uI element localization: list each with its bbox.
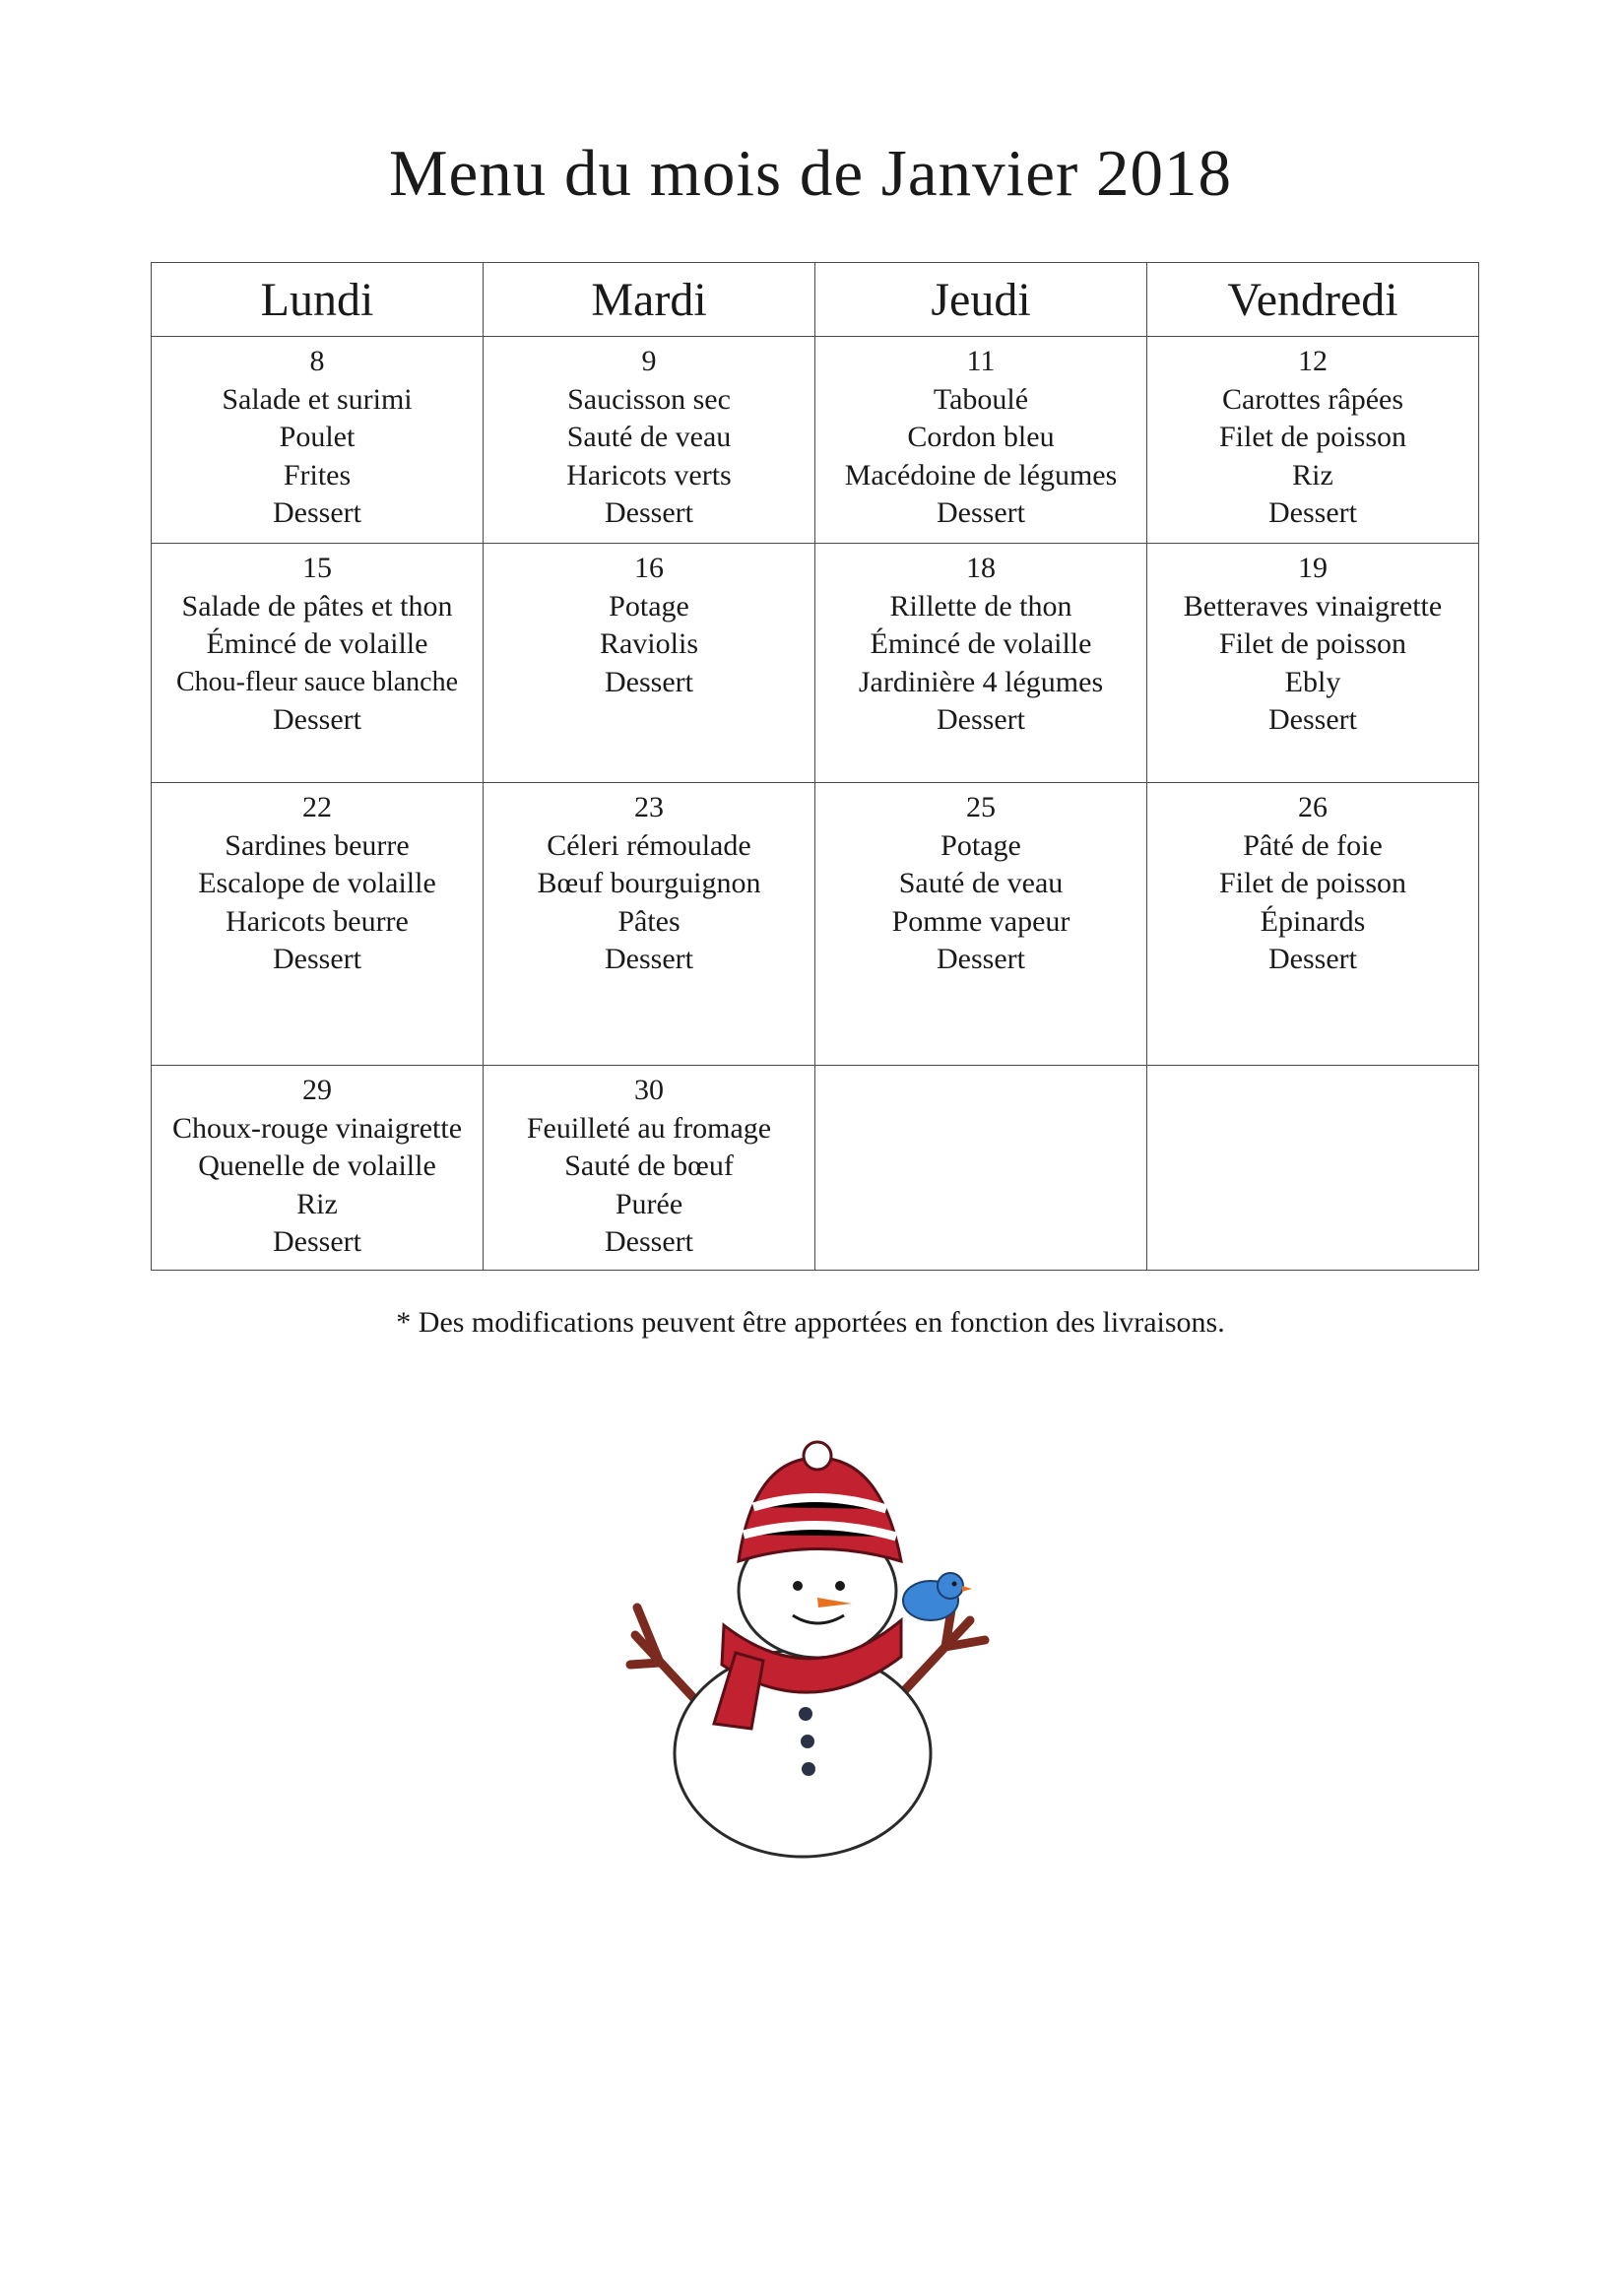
menu-item: Riz [296, 1187, 338, 1220]
menu-item: Haricots beurre [226, 904, 409, 938]
menu-item: Dessert [273, 1225, 361, 1258]
menu-item: Sauté de veau [566, 421, 732, 453]
menu-item: Céleri rémoulade [547, 828, 751, 862]
page-title: Menu du mois de Janvier 2018 [388, 137, 1233, 210]
menu-item: Sauté de veau [898, 867, 1064, 899]
menu-item: Pâté de foie [1243, 828, 1383, 862]
date-number: 18 [966, 552, 996, 584]
date-number: 11 [966, 345, 996, 377]
menu-item: Betteraves vinaigrette [1183, 589, 1443, 623]
header-row [152, 263, 1479, 337]
menu-item: Raviolis [599, 627, 698, 660]
menu-item: Dessert [605, 1225, 693, 1258]
day-header: Mardi [484, 263, 815, 337]
menu-item: Dessert [1268, 703, 1357, 736]
menu-item: Carottes râpées [1221, 382, 1404, 416]
menu-item: Potage [609, 589, 689, 623]
day-cell [484, 1066, 815, 1271]
menu-item: Potage [940, 828, 1021, 862]
menu-item: Haricots verts [566, 458, 732, 492]
menu-item: Quenelle de volaille [198, 1149, 436, 1182]
date-number: 8 [309, 345, 325, 377]
menu-item: Pomme vapeur [891, 904, 1070, 938]
day-cell [152, 544, 484, 783]
menu-item: Chou-fleur sauce blanche [175, 666, 459, 697]
date-number: 30 [634, 1074, 664, 1106]
menu-item: Cordon bleu [907, 421, 1055, 453]
day-header: Jeudi [815, 263, 1147, 337]
menu-item: Rillette de thon [889, 589, 1072, 623]
menu-item: Poulet [279, 421, 356, 453]
menu-item: Macédoine de légumes [844, 458, 1118, 492]
menu-item: Taboulé [933, 382, 1029, 416]
week-row [152, 1066, 1479, 1271]
date-number: 29 [302, 1074, 332, 1106]
week-row [152, 337, 1479, 544]
date-number: 19 [1298, 552, 1328, 584]
menu-item: Émincé de volaille [870, 627, 1092, 660]
date-number: 15 [302, 552, 332, 584]
day-cell [152, 337, 484, 544]
date-number: 26 [1298, 791, 1328, 823]
day-cell [484, 783, 815, 1066]
menu-item: Feuilleté au fromage [526, 1111, 772, 1145]
menu-item: Dessert [937, 496, 1025, 529]
empty-cell [1147, 1066, 1479, 1271]
menu-item: Dessert [273, 703, 361, 736]
day-cell [152, 1066, 484, 1271]
menu-item: Salade de pâtes et thon [181, 589, 453, 623]
day-header: Vendredi [1147, 263, 1479, 337]
day-cell [1147, 544, 1479, 783]
empty-cell [815, 1066, 1147, 1271]
menu-item: Frites [283, 458, 352, 492]
menu-item: Escalope de volaille [198, 867, 436, 899]
menu-item: Dessert [1268, 496, 1357, 529]
day-cell [815, 544, 1147, 783]
menu-item: Jardinière 4 légumes [858, 665, 1104, 698]
date-number: 25 [966, 791, 996, 823]
day-cell [1147, 337, 1479, 544]
day-header: Lundi [152, 263, 484, 337]
menu-item: Dessert [605, 665, 693, 698]
menu-item: Bœuf bourguignon [537, 867, 761, 899]
day-cell [815, 783, 1147, 1066]
menu-item: Ebly [1284, 665, 1341, 698]
date-number: 22 [302, 791, 332, 823]
menu-item: Filet de poisson [1218, 867, 1406, 899]
menu-item: Pâtes [617, 904, 681, 938]
date-number: 23 [634, 791, 664, 823]
menu-item: Sardines beurre [225, 828, 410, 862]
week-row [152, 783, 1479, 1066]
week-row [152, 544, 1479, 783]
menu-table [151, 262, 1479, 1271]
menu-item: Salade et surimi [222, 382, 413, 416]
menu-item: Filet de poisson [1218, 627, 1406, 660]
day-cell [1147, 783, 1479, 1066]
menu-item: Dessert [937, 703, 1025, 736]
menu-item: Dessert [273, 496, 361, 529]
menu-item: Saucisson sec [567, 382, 731, 416]
snowman-illustration [606, 1428, 1019, 1862]
menu-item: Émincé de volaille [206, 627, 428, 660]
date-number: 9 [641, 345, 657, 377]
menu-item: Dessert [605, 943, 693, 975]
date-number: 16 [634, 552, 664, 584]
day-cell [484, 337, 815, 544]
menu-item: Dessert [1268, 943, 1357, 975]
bird-icon [903, 1573, 972, 1620]
date-number: 12 [1298, 345, 1328, 377]
footnote: * Des modifications peuvent être apportées en fonction des livraisons. [396, 1306, 1225, 1339]
menu-item: Sauté de bœuf [564, 1149, 734, 1182]
menu-item: Riz [1292, 458, 1333, 492]
day-cell [152, 783, 484, 1066]
menu-item: Dessert [605, 496, 693, 529]
menu-item: Filet de poisson [1218, 421, 1406, 453]
day-cell [815, 337, 1147, 544]
menu-item: Choux-rouge vinaigrette [171, 1111, 463, 1145]
menu-item: Dessert [937, 943, 1025, 975]
menu-item: Purée [615, 1187, 683, 1220]
menu-item: Dessert [273, 943, 361, 975]
menu-item: Épinards [1260, 904, 1366, 938]
day-cell [484, 544, 815, 783]
